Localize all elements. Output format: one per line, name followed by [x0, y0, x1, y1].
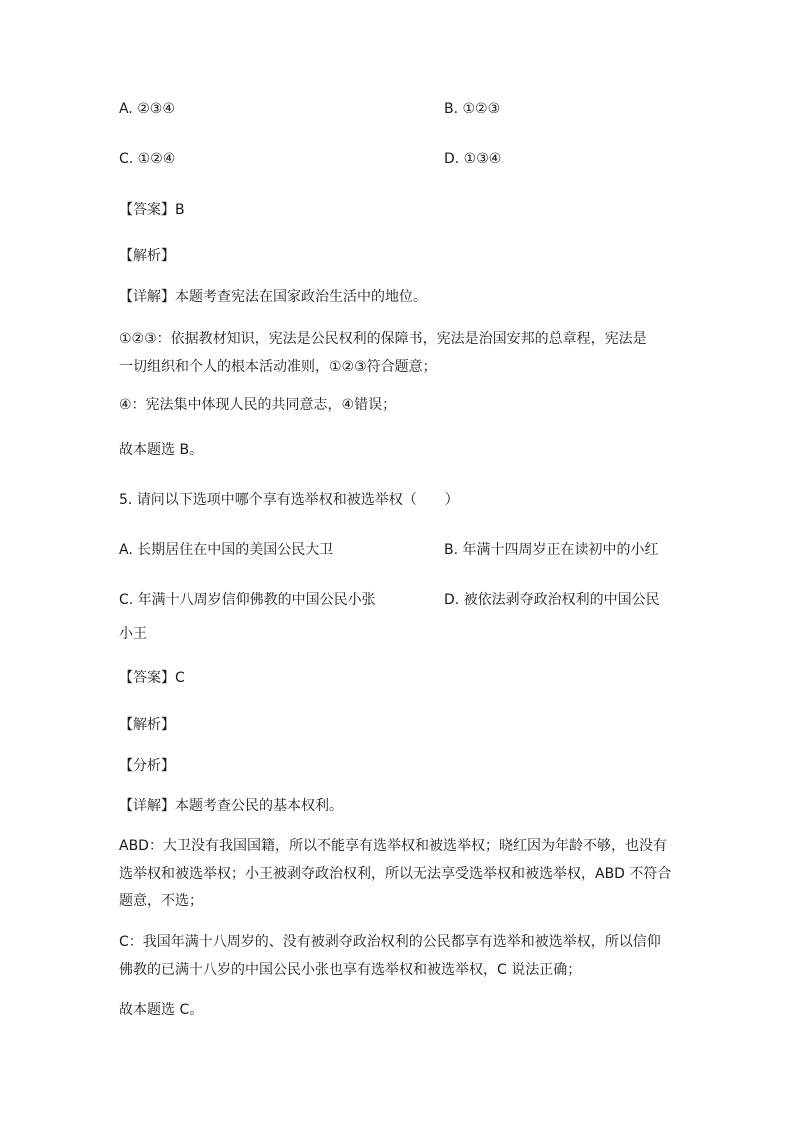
q5-option-c: C. 年满十八周岁信仰佛教的中国公民小张 [119, 592, 376, 608]
q5-analysis-heading: 【解析】 [119, 717, 175, 733]
q5-c-line: C：我国年满十八周岁的、没有被剥夺政治权利的公民都享有选举和被选举权，所以信仰 [119, 934, 661, 950]
q5-option-d: D. 被依法剥夺政治权利的中国公民 [444, 592, 660, 608]
q4-detail: 【详解】本题考查宪法在国家政治生活中的地位。 [119, 289, 427, 305]
q4-analysis-heading: 【解析】 [119, 248, 175, 264]
q5-fenxi-heading: 【分析】 [119, 758, 175, 774]
q5-c-line: 佛教的已满十八岁的中国公民小张也享有选举权和被选举权，C 说法正确； [119, 962, 582, 978]
q4-explanation-line: ④：宪法集中体现人民的共同意志，④错误； [119, 397, 397, 413]
q5-detail: 【详解】本题考查公民的基本权利。 [119, 798, 343, 814]
q4-explanation-line: 一切组织和个人的根本活动准则，①②③符合题意； [119, 359, 437, 375]
q4-conclusion: 故本题选 B。 [119, 442, 204, 458]
q5-option-d-continued: 小王 [119, 626, 147, 642]
q5-abd-line: 题意，不选； [119, 893, 203, 909]
q4-answer: 【答案】B [119, 202, 185, 218]
q5-answer: 【答案】C [119, 670, 185, 686]
q5-conclusion: 故本题选 C。 [119, 1002, 204, 1018]
q4-option-c: C. ①②④ [119, 151, 176, 167]
q5-option-b: B. 年满十四周岁正在读初中的小红 [444, 542, 659, 558]
q4-option-b: B. ①②③ [444, 101, 501, 117]
q5-abd-line: ABD：大卫没有我国国籍，所以不能享有选举权和被选举权；晓红因为年龄不够，也没有 [119, 838, 667, 854]
q5-stem: 5. 请问以下选项中哪个享有选举权和被选举权（ ） [119, 492, 459, 508]
q4-explanation-line: ①②③：依据教材知识，宪法是公民权利的保障书，宪法是治国安邦的总章程，宪法是 [119, 331, 647, 347]
q5-option-a: A. 长期居住在中国的美国公民大卫 [119, 542, 334, 558]
q4-option-d: D. ①③④ [444, 151, 502, 167]
q4-option-a: A. ②③④ [119, 101, 175, 117]
q5-abd-line: 选举权和被选举权；小王被剥夺政治权利，所以无法享受选举权和被选举权，ABD 不符合 [119, 866, 672, 882]
